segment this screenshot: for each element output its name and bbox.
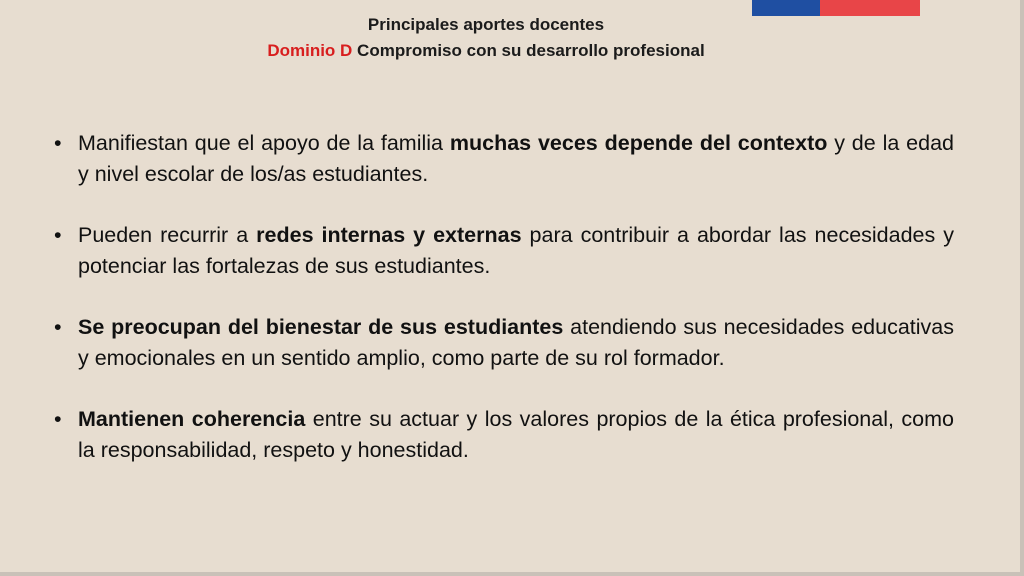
bullet-list — [54, 128, 954, 496]
bullet-item-1 — [54, 128, 954, 190]
domain-description: Compromiso con su desarrollo profesional — [352, 41, 705, 60]
bullet-text-post: para contribuir a abordar las necesidades y potenciar las fortalezas de sus estudiantes. — [78, 223, 955, 278]
bullet-dot: • — [54, 407, 62, 431]
bullet-text-post: y de la edad y nivel escolar de los/as estudiantes. — [78, 131, 954, 186]
bullet-dot: • — [54, 315, 62, 339]
bullet-text-bold: muchas veces depende del contexto — [449, 131, 828, 155]
bullet-dot: • — [54, 131, 62, 155]
bullet-text-bold: Se preocupan del bienestar de sus estudiantes — [78, 315, 564, 339]
bullet-text-bold: redes internas y externas — [256, 223, 522, 247]
bullet-item-4 — [54, 404, 954, 466]
bullet-item-2 — [54, 220, 954, 282]
title-line-1: Principales aportes docentes — [367, 15, 605, 34]
bullet-dot: • — [54, 223, 62, 247]
bullet-text-post: atendiendo sus necesidades educativas y emocionales en un sentido amplio, como parte de su rol formador. — [78, 315, 954, 370]
domain-label: Dominio D — [267, 41, 353, 60]
bullet-text-bold: Mantienen coherencia — [78, 407, 306, 431]
bullet-text-pre: Pueden recurrir a — [78, 223, 257, 247]
title-line-2 — [0, 38, 972, 64]
bullet-text-post: entre su actuar y los valores propios de la ética profesional, como la responsabilidad, respeto y honestidad. — [78, 407, 954, 462]
bullet-text-pre: Manifiestan que el apoyo de la familia — [78, 131, 450, 155]
slide-title — [0, 12, 972, 64]
bullet-item-3 — [54, 312, 954, 374]
